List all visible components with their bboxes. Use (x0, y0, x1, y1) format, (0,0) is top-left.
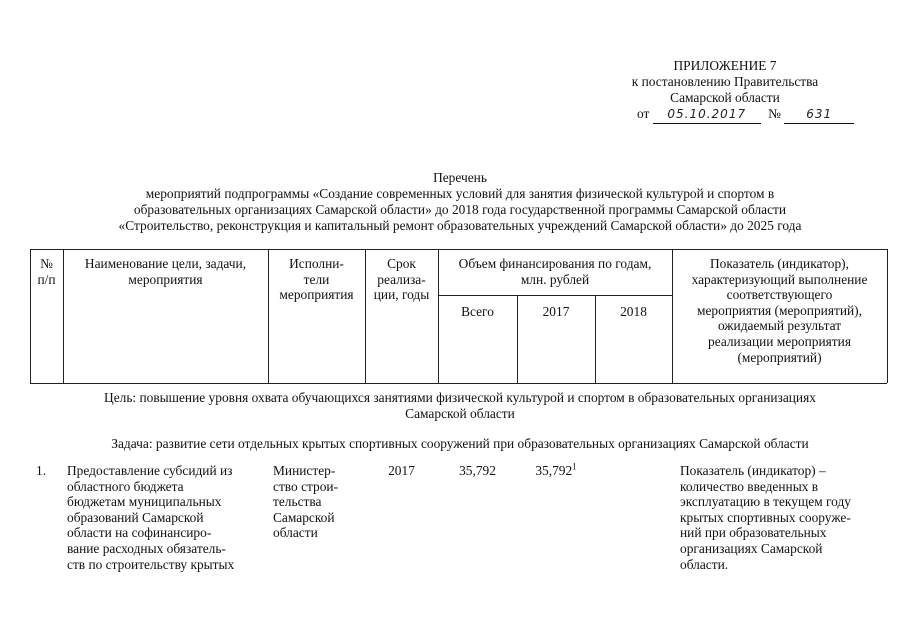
doc-title-line-3: образовательных организациях Самарской области» до 2018 года государственной программы Самарской области (133, 202, 787, 217)
doc-title-line-4: «Строительство, реконструкция и капитальный ремонт образовательных учреждений Самарской области» до 2025 года (118, 218, 802, 233)
from-label: от (637, 106, 650, 121)
row1-total: 35,792 (459, 463, 496, 478)
header-2017: 2017 (542, 304, 570, 319)
appendix-label: ПРИЛОЖЕНИЕ 7 (673, 58, 777, 73)
task-text: Задача: развитие сети отдельных крытых спортивных сооружений при образовательных организациях Самарской области (111, 436, 809, 451)
header-indicator: Показатель (индикатор), характеризующий выполнение соответствующего мероприятия (мероприятий), ожидаемый результат реализации мероприятия (мероприятий) (691, 256, 868, 365)
decree-line-1: к постановлению Правительства (631, 74, 819, 89)
row1-name: Предоставление субсидий из областного бюджета бюджетам муниципальных образований Самарской области на софинансиро- вание расходных обязатель- ств по строительству крытых (67, 463, 235, 572)
header-term: Срок реализа- ции, годы (373, 256, 430, 303)
header-total: Всего (461, 304, 494, 319)
goal-text: Цель: повышение уровня охвата обучающихся занятиями физической культурой и спортом в образовательных организациях (104, 390, 816, 405)
header-funding: Объем финансирования по годам, млн. рублей (458, 256, 652, 287)
number-label: № (768, 106, 781, 121)
handwritten-number: 631 (784, 107, 854, 124)
footnote-mark: 1 (572, 461, 577, 472)
header-name: Наименование цели, задачи, мероприятия (84, 256, 247, 287)
doc-title-line-2: мероприятий подпрограммы «Создание современных условий для занятия физической культурой и спортом в (145, 186, 775, 201)
header-2018: 2018 (620, 304, 647, 319)
decree-date-number (637, 106, 897, 124)
header-executors: Исполни- тели мероприятия (279, 256, 354, 303)
row1-number: 1. (36, 463, 47, 478)
row1-2017: 35,792$^1$ (535, 461, 577, 478)
header-number: № п/п (37, 256, 56, 287)
handwritten-date: 05.10.2017 (653, 107, 761, 124)
row1-term: 2017 (388, 463, 415, 478)
goal-text-line-2: Самарской области (405, 406, 515, 421)
row1-indicator: Показатель (индикатор) – количество введенных в эксплуатацию в текущем году крытых спортивных сооруже- ний при образовательных организациях Самарской области. (680, 463, 851, 572)
doc-title: Перечень (433, 170, 487, 185)
row1-executor: Министер- ство строи- тельства Самарской области (273, 463, 339, 541)
decree-line-2: Самарской области (670, 90, 780, 105)
